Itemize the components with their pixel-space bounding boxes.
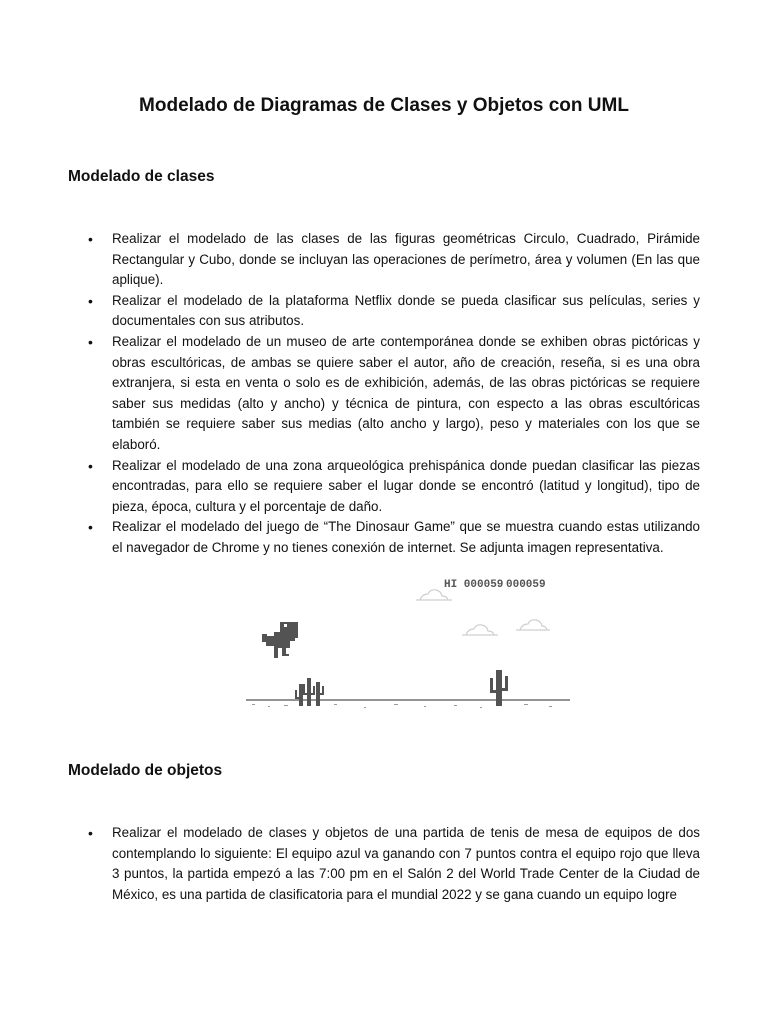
bullet-icon: • [88, 825, 93, 841]
dinosaur-game-image [244, 572, 574, 712]
cloud-icon [462, 625, 498, 635]
list-item-text: Realizar el modelado de las clases de las figuras geométricas Circulo, Cuadrado, Pirámide Rectangular y Cubo, donde se incluyan las operaciones de perímetro, área y volumen (En las que aplique). [112, 231, 700, 288]
cloud-icon [516, 620, 550, 630]
list-item [0, 332, 700, 456]
high-score-label: HI 000059 [444, 579, 504, 591]
list-item [0, 517, 700, 558]
bullet-icon: • [88, 231, 93, 247]
list-item [0, 456, 700, 518]
bullet-icon: • [88, 333, 93, 350]
cloud-icon [416, 590, 452, 600]
classes-task-list [0, 229, 700, 559]
dinosaur-icon [262, 622, 298, 658]
list-item-text: Realizar el modelado de la plataforma Netflix donde se pueda clasificar sus películas, series y documentales con sus atributos. [112, 292, 700, 329]
list-item [0, 823, 700, 905]
ground-pebbles [252, 704, 552, 708]
document-title: Modelado de Diagramas de Clases y Objetos con UML [139, 95, 629, 116]
list-item-text: Realizar el modelado del juego de “The Dinosaur Game” que se muestra cuando estas utilizando el navegador de Chrome y no tienes conexión de internet. Se adjunta imagen representativa. [112, 519, 700, 555]
bullet-icon: • [88, 457, 93, 474]
list-item [0, 291, 700, 332]
bullet-icon: • [88, 292, 93, 309]
bullet-icon: • [88, 519, 93, 536]
section-heading-classes: Modelado de clases [68, 168, 215, 185]
list-item-text: Realizar el modelado de un museo de arte contemporánea donde se exhiben obras pictóricas y obras escultóricas, de ambas se quiere saber el autor, año de creación, reseña, si es una obra extranjera, si esta en venta o solo es de exhibición, además, de las obras pictóricas se requiere saber sus medidas (alto y ancho) y técnica de pintura, con especto a las obras escultóricas también se requiere saber sus medias (alto ancho y largo), peso y materiales con los que se elaboró. [112, 333, 700, 452]
section-heading-objects: Modelado de objetos [68, 762, 223, 779]
list-item-text: Realizar el modelado de clases y objetos de una partida de tenis de mesa de equipos de dos contemplando lo siguiente: El equipo azul va ganando con 7 puntos contra el equipo rojo que lleva 3 puntos, la partida empezó a las 7:00 pm en el Salón 2 del World Trade Center de la Ciudad de México, es una partida de clasificatoria para el mundial 2022 y se gana cuando un equipo logre [112, 825, 700, 902]
objects-task-list [0, 823, 700, 905]
list-item [0, 229, 700, 291]
list-item-text: Realizar el modelado de una zona arqueológica prehispánica donde puedan clasificar las piezas encontradas, para ello se requiere saber el lugar donde se encontró (latitud y longitud), tipo de pieza, época, cultura y el porcentaje de daño. [112, 457, 700, 514]
current-score: 000059 [506, 579, 546, 591]
cactus-icon [295, 678, 324, 706]
